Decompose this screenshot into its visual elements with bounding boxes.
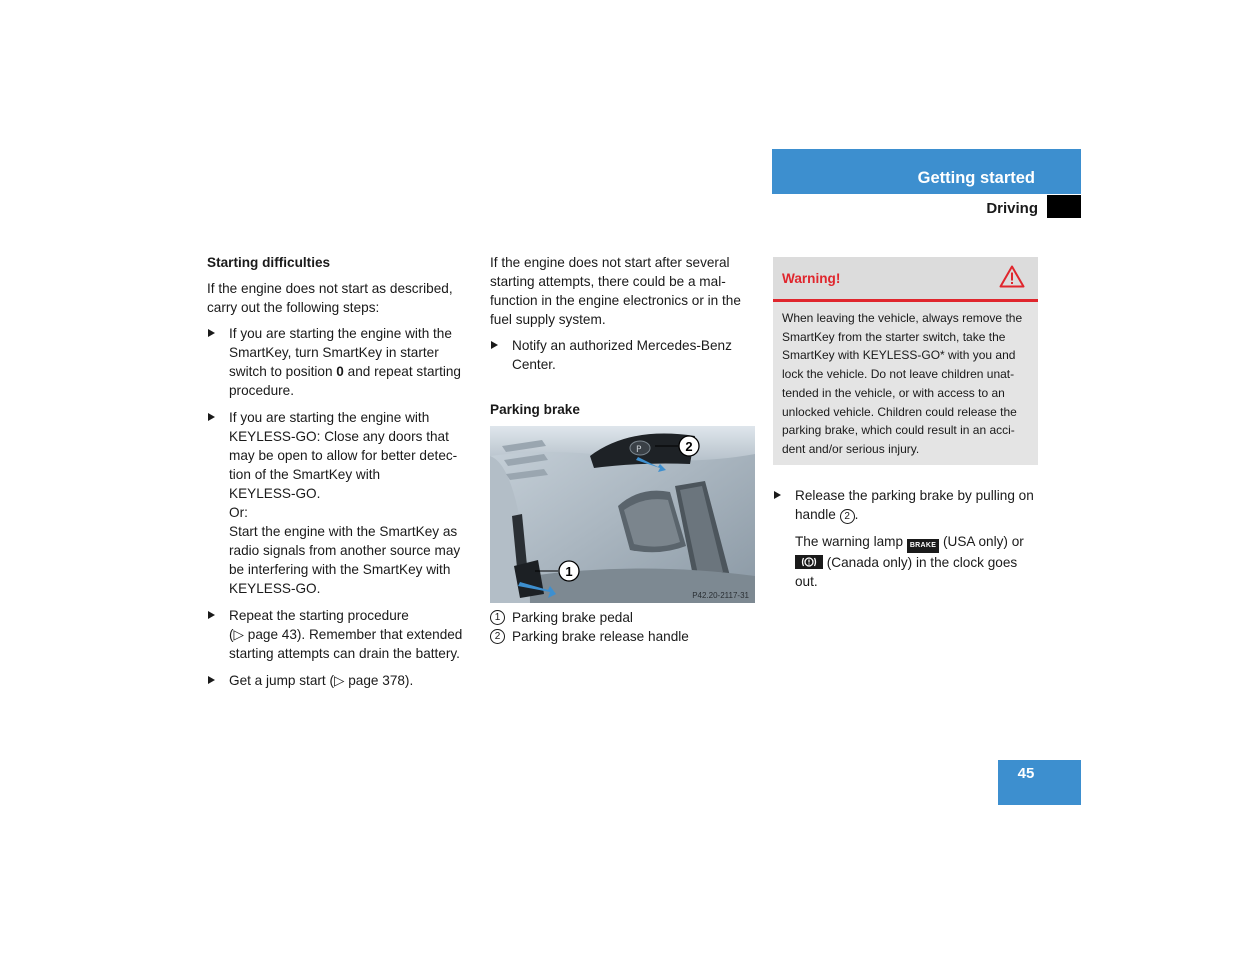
- callout-1: 1: [565, 564, 573, 579]
- page-number: 45: [1017, 765, 1035, 782]
- brake-lamp-icon: BRAKE: [907, 539, 939, 553]
- svg-text:P: P: [636, 445, 642, 455]
- parking-brake-lamp-icon: [795, 555, 823, 569]
- heading-parking-brake: Parking brake: [490, 402, 580, 417]
- list-item: Notify an authorized Mercedes-Benz Center.: [490, 336, 756, 374]
- heading-starting-difficulties: Starting difficulties: [207, 255, 331, 270]
- bullet-triangle-icon: [208, 611, 215, 619]
- warning-lamp-note: The warning lamp BRAKE (USA only) or (Canada only) in the clock goes out.: [795, 533, 1024, 589]
- header-bar: [772, 149, 1081, 194]
- list-item: Repeat the starting procedure (▷ page 43). Remember that extended starting attempts can drain the battery.: [207, 606, 474, 663]
- bullet-triangle-icon: [491, 341, 498, 349]
- subsection-title: Driving: [986, 200, 1038, 217]
- list-item: Release the parking brake by pulling on handle 2 .: [773, 486, 1038, 524]
- warning-title: Warning!: [782, 271, 841, 286]
- column-middle: [490, 253, 756, 646]
- page-reference-43[interactable]: (▷ page 43). Remember that extended: [229, 627, 463, 642]
- warning-header: [773, 257, 1038, 302]
- position-zero: 0: [336, 364, 344, 379]
- bullet-triangle-icon: [208, 329, 215, 337]
- caption-item: 2 Parking brake release handle: [490, 627, 756, 646]
- caption-item: 1 Parking brake pedal: [490, 608, 756, 627]
- warning-box: [773, 257, 1038, 465]
- handle-number: 2: [840, 509, 855, 524]
- engine-fault-paragraph: If the engine does not start after several starting attempts, there could be a mal- function in the engine electronics or in the fuel supply system.: [490, 255, 741, 327]
- page-reference-378[interactable]: Get a jump start (▷ page 378).: [229, 673, 414, 688]
- section-title: Getting started: [917, 169, 1035, 187]
- list-item: [207, 671, 474, 690]
- callout-2: 2: [685, 439, 693, 454]
- figure-code: P42.20-2117-31: [692, 591, 749, 600]
- intro-paragraph: If the engine does not start as described, carry out the following steps:: [207, 281, 453, 315]
- caption-number: 2: [490, 629, 505, 644]
- page-number-box: [998, 760, 1081, 805]
- bullet-triangle-icon: [774, 491, 781, 499]
- column-right: [773, 257, 1038, 591]
- warning-triangle-icon: [999, 265, 1025, 288]
- warning-body: When leaving the vehicle, always remove the SmartKey from the starter switch, take the SmartKey with KEYLESS-GO* with you and lock the vehicle. Do not leave children unat- tended in the vehicle, or with access to an unlocked vehicle. Children could release the parking brake, which could result in an acci- dent and/or serious injury.: [773, 302, 1038, 465]
- parking-brake-illustration: [490, 426, 755, 603]
- bullet-triangle-icon: [208, 413, 215, 421]
- list-item: If you are starting the engine with the SmartKey, turn SmartKey in starter switch to position 0 and repeat starting procedure.: [207, 324, 474, 400]
- list-item: If you are starting the engine with KEYLESS-GO: Close any doors that may be open to allow for better detec- tion of the SmartKey with KEYLESS-GO. Or: Start the engine with the SmartKey as radio signals from another source may be interfering with the SmartKey with KEYLESS-GO.: [207, 408, 474, 598]
- caption-number: 1: [490, 610, 505, 625]
- header-marker: [1047, 195, 1081, 218]
- column-left: [207, 253, 474, 698]
- parking-brake-figure: [490, 426, 755, 603]
- bullet-triangle-icon: [208, 676, 215, 684]
